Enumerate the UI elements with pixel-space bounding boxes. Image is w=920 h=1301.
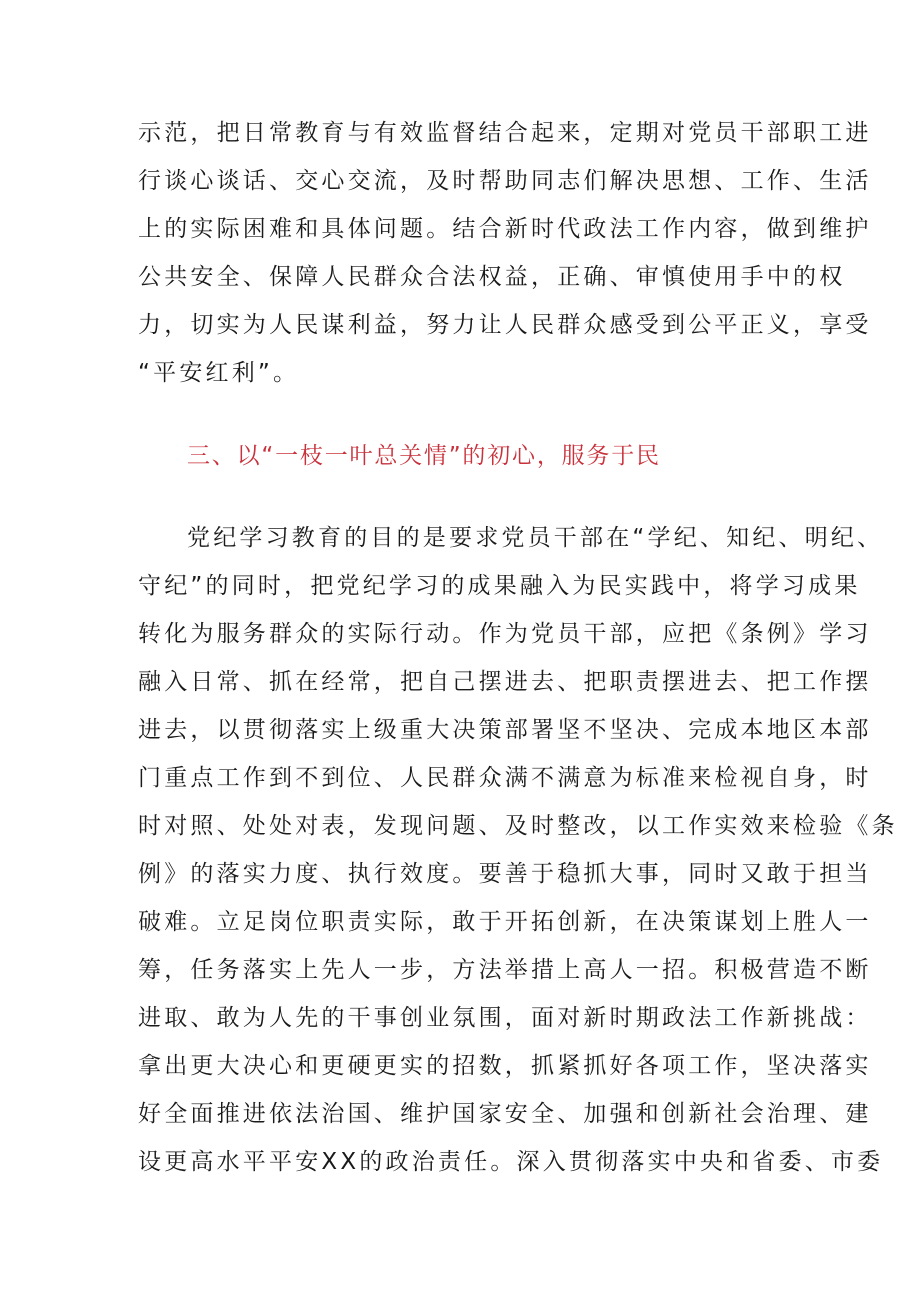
paragraph-line: 筹，任务落实上先人一步，方法举措上高人一招。积极营造不断 bbox=[138, 957, 872, 983]
section-heading: 三、以“一枝一叶总关情”的初心，服务于民 bbox=[187, 443, 661, 469]
paragraph-line: 公共安全、保障人民群众合法权益，正确、审慎使用手中的权 bbox=[138, 264, 846, 290]
paragraph-line: 门重点工作到不到位、人民群众满不满意为标准来检视自身，时 bbox=[138, 765, 872, 791]
paragraph-line: 破难。立足岗位职责实际，敢于开拓创新，在决策谋划上胜人一 bbox=[138, 909, 872, 935]
paragraph-line: 进去，以贯彻落实上级重大决策部署坚不坚决、完成本地区本部 bbox=[138, 717, 872, 743]
paragraph-line: 上的实际困难和具体问题。结合新时代政法工作内容，做到维护 bbox=[138, 216, 872, 242]
paragraph-line: 好全面推进依法治国、维护国家安全、加强和创新社会治理、建 bbox=[138, 1101, 872, 1127]
paragraph-line: 融入日常、抓在经常，把自己摆进去、把职责摆进去、把工作摆 bbox=[138, 669, 872, 695]
paragraph-line: 拿出更大决心和更硬更实的招数，抓紧抓好各项工作，坚决落实 bbox=[138, 1053, 872, 1079]
paragraph-line: 守纪”的同时，把党纪学习的成果融入为民实践中，将学习成果 bbox=[138, 573, 861, 599]
paragraph-line: 例》的落实力度、执行效度。要善于稳抓大事，同时又敢于担当 bbox=[138, 861, 872, 887]
paragraph-line: 党纪学习教育的目的是要求党员干部在“学纪、知纪、明纪、 bbox=[187, 525, 884, 551]
paragraph-line: “平安红利”。 bbox=[138, 360, 300, 386]
paragraph-line: 时对照、处处对表，发现问题、及时整改，以工作实效来检验《条 bbox=[138, 813, 898, 839]
paragraph-line: 示范，把日常教育与有效监督结合起来，定期对党员干部职工进 bbox=[138, 120, 872, 146]
paragraph-line: 行谈心谈话、交心交流，及时帮助同志们解决思想、工作、生活 bbox=[138, 168, 872, 194]
paragraph-line: 进取、敢为人先的干事创业氛围，面对新时期政法工作新挑战： bbox=[138, 1005, 872, 1031]
paragraph-line: 设更高水平平安XX的政治责任。深入贯彻落实中央和省委、市委 bbox=[138, 1149, 884, 1175]
paragraph-line: 转化为服务群众的实际行动。作为党员干部，应把《条例》学习 bbox=[138, 621, 872, 647]
paragraph-line: 力，切实为人民谋利益，努力让人民群众感受到公平正义，享受 bbox=[138, 312, 872, 338]
